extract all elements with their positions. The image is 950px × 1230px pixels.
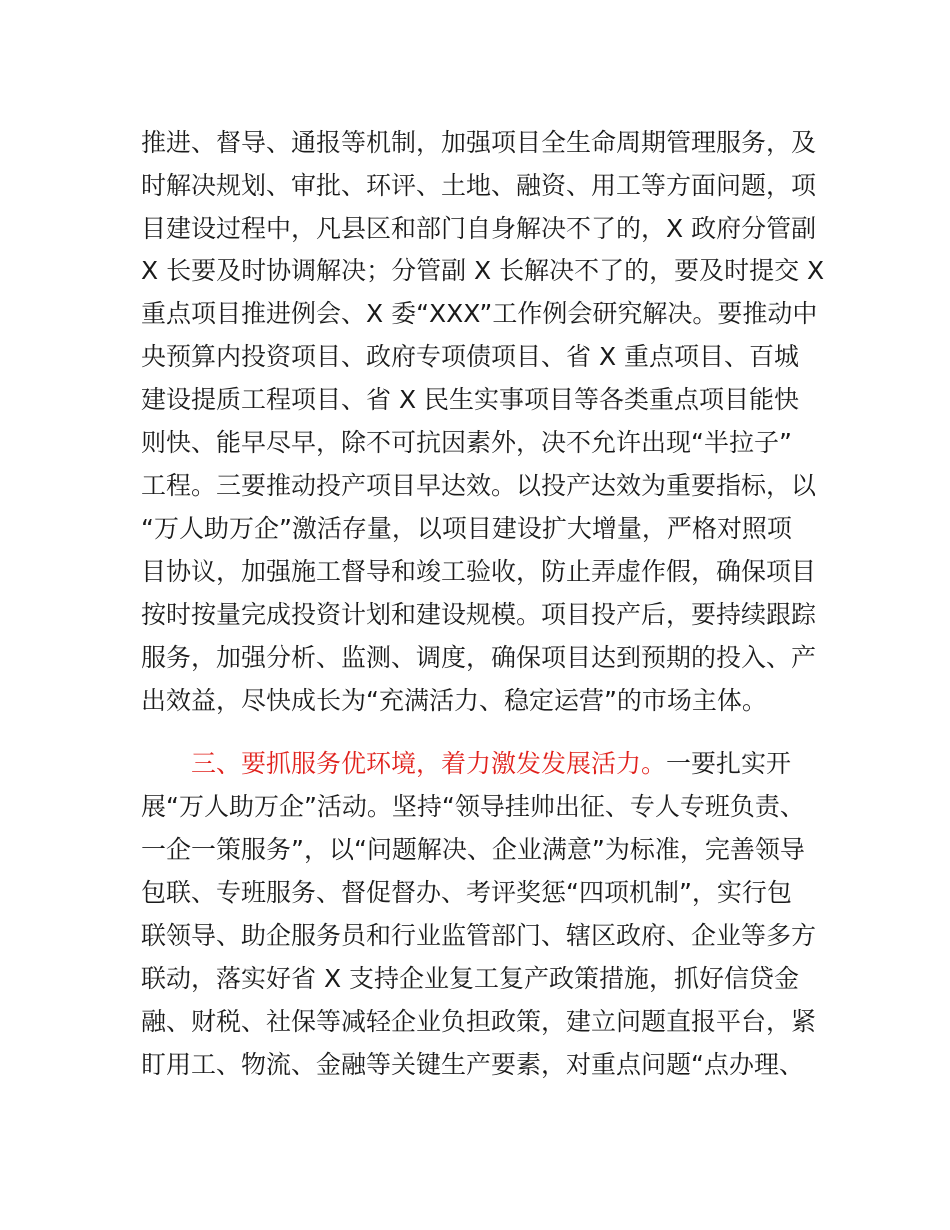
para1-line-12: 按时按量完成投资计划和建设规模。项目投产后，要持续跟踪 <box>141 600 817 629</box>
para2-first-line <box>191 748 871 780</box>
para1-line-14: 出效益，尽快成长为“充满活力、稳定运营”的市场主体。 <box>141 686 767 715</box>
para2-line-5: 联领导、助企服务员和行业监管部门、辖区政府、企业等多方 <box>141 921 817 950</box>
para1-line-2: 时解决规划、审批、环评、土地、融资、用工等方面问题，项 <box>141 171 817 200</box>
para1-line-5: 重点项目推进例会、X 委“XXX”工作例会研究解决。要推动中 <box>141 299 818 328</box>
section-heading: 三、要抓服务优环境，着力激发发展活力。 <box>191 749 667 778</box>
para1-line-7: 建设提质工程项目、省 X 民生实事项目等各类重点项目能快 <box>141 385 800 414</box>
para1-line-13: 服务，加强分析、监测、调度，确保项目达到预期的投入、产 <box>141 643 817 672</box>
para2-line-6: 联动，落实好省 X 支持企业复工复产政策措施，抓好信贷金 <box>141 964 800 993</box>
para2-first-line-rest: 一要扎实开 <box>666 749 792 778</box>
para2-line-4: 包联、专班服务、督促督办、考评奖惩“四项机制”，实行包 <box>141 878 792 907</box>
para2-line-8: 盯用工、物流、金融等关键生产要素，对重点问题“点办理、 <box>141 1050 804 1079</box>
para1-line-8: 则快、能早尽早，除不可抗因素外，决不允许出现“半拉子” <box>141 428 792 457</box>
para1-line-11: 目协议，加强施工督导和竣工验收，防止弄虚作假，确保项目 <box>141 557 817 586</box>
para1-line-3: 目建设过程中，凡县区和部门自身解决不了的，X 政府分管副 <box>141 214 817 243</box>
para1-line-1: 推进、督导、通报等机制，加强项目全生命周期管理服务，及 <box>141 128 817 157</box>
para2-line-3: 一企一策服务”，以“问题解决、企业满意”为标准，完善领导 <box>141 835 805 864</box>
para1-line-10: “万人助万企”激活存量，以项目建设扩大增量，严格对照项 <box>141 514 792 543</box>
para1-line-6: 央预算内投资项目、政府专项债项目、省 X 重点项目、百城 <box>141 342 800 371</box>
para2-line-7: 融、财税、社保等减轻企业负担政策，建立问题直报平台，紧 <box>141 1007 817 1036</box>
para2-line-2: 展“万人助万企”活动。坚持“领导挂帅出征、专人专班负责、 <box>141 792 805 821</box>
para1-line-4: X 长要及时协调解决；分管副 X 长解决不了的，要及时提交 X <box>141 256 825 285</box>
para1-line-9: 工程。三要推动投产项目早达效。以投产达效为重要指标，以 <box>141 471 817 500</box>
